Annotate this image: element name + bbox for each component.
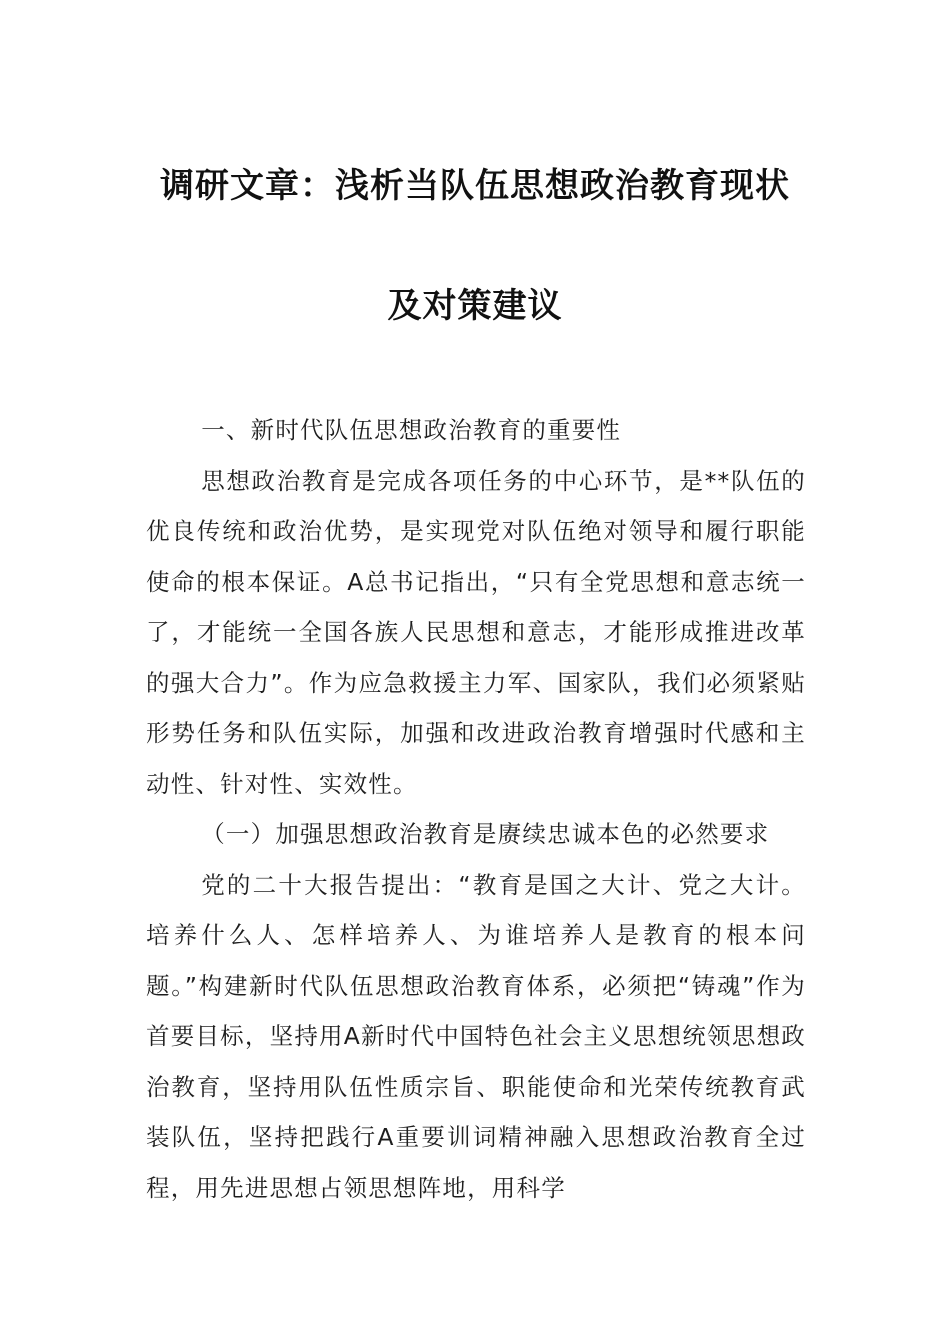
body-paragraph: 党的二十大报告提出：“教育是国之大计、党之大计。培养什么人、怎样培养人、为谁培养人是教育的根本问题。”构建新时代队伍思想政治教育体系，必须把“铸魂”作为首要目标，坚持用A新时代中国特色社会主义思想统领思想政治教育，坚持用队伍性质宗旨、职能使命和光荣传统教育武装队伍，坚持把践行A重要训词精神融入思想政治教育全过程，用先进思想占领思想阵地，用科学 [146,870,806,1202]
body-paragraph: 思想政治教育是完成各项任务的中心环节，是**队伍的优良传统和政治优势，是实现党对队伍绝对领导和履行职能使命的根本保证。A总书记指出，“只有全党思想和意志统一了，才能统一全国各族人民思想和意志，才能形成推进改革的强大合力”。作为应急救援主力军、国家队，我们必须紧贴形势任务和队伍实际，加强和改进政治教育增强时代感和主动性、针对性、实效性。 [146,466,806,798]
document-title-line-2: 及对策建议 [387,286,563,326]
section-heading: 一、新时代队伍思想政治教育的重要性 [201,416,622,444]
document-body [146,405,806,1213]
subsection-heading: （一）加强思想政治教育是赓续忠诚本色的必然要求 [201,820,770,848]
document-title-line-1: 调研文章：浅析当队伍思想政治教育现状 [160,166,790,206]
